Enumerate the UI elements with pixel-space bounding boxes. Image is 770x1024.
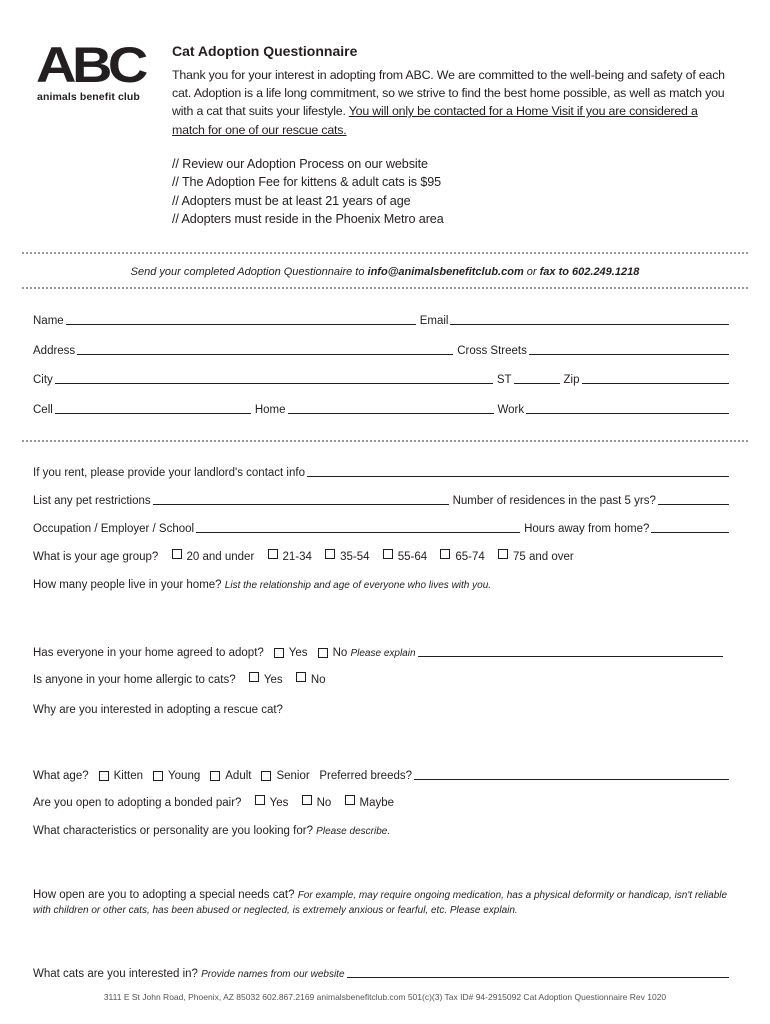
logo-subtitle: animals benefit club xyxy=(37,91,140,103)
age-group-row: What is your age group? 20 and under 21-34 35-54 55-64 65-74 75 and over xyxy=(33,551,574,563)
footer: 3111 E St John Road, Phoenix, AZ 85032 602.867.2169 animalsbenefitclub.com 501(c)(3) Tax ID# 94-2915092 Cat Adoption Questionnaire Rev 1020 xyxy=(103,992,667,1002)
checkbox[interactable] xyxy=(153,771,163,781)
agreed-row: Has everyone in your home agreed to adopt? Yes No Please explain xyxy=(33,644,727,659)
checkbox[interactable] xyxy=(296,672,306,682)
landlord-row: If you rent, please provide your landlord's contact info xyxy=(33,464,733,479)
checkbox[interactable] xyxy=(210,771,220,781)
landlord-field[interactable] xyxy=(307,464,729,477)
special-needs-question: How open are you to adopting a special needs cat? For example, may require ongoing medication, has a physical deformity or handicap, isn't reliable with children or other cats, has been abused or neglected, is extremely anxious or fearful, etc. Please explain. xyxy=(33,889,728,916)
send-email: info@animalsbenefitclub.com xyxy=(367,266,524,278)
logo: ABC xyxy=(36,37,144,93)
zip-field[interactable] xyxy=(582,371,730,384)
residences-field[interactable] xyxy=(658,492,729,505)
list-item: // Review our Adoption Process on our website xyxy=(172,157,428,171)
checkbox[interactable] xyxy=(255,795,265,805)
breeds-field[interactable] xyxy=(414,767,729,780)
work-phone-field[interactable] xyxy=(526,401,729,414)
address-field[interactable] xyxy=(77,342,453,355)
divider xyxy=(22,287,748,289)
restrictions-field[interactable] xyxy=(153,492,449,505)
divider xyxy=(22,252,748,254)
intro-underlined: You will only be contacted for a Home Visit if you are considered a match for one of our rescue cats. xyxy=(172,104,698,137)
bonded-row: Are you open to adopting a bonded pair? Yes No Maybe xyxy=(33,797,395,809)
checkbox[interactable] xyxy=(249,672,259,682)
home-phone-field[interactable] xyxy=(288,401,494,414)
characteristics-question: What characteristics or personality are you looking for? Please describe. xyxy=(33,825,391,837)
phone-row: Cell Home Work xyxy=(33,401,733,416)
checkbox[interactable] xyxy=(99,771,109,781)
email-field[interactable] xyxy=(450,312,729,325)
hours-field[interactable] xyxy=(651,520,729,533)
page-title: Cat Adoption Questionnaire xyxy=(172,43,358,59)
checkbox[interactable] xyxy=(274,648,284,658)
cell-field[interactable] xyxy=(55,401,251,414)
state-field[interactable] xyxy=(514,371,560,384)
city-row: City ST Zip xyxy=(33,371,733,386)
occupation-row: Occupation / Employer / School Hours away from home? xyxy=(33,520,733,535)
restrictions-row: List any pet restrictions Number of residences in the past 5 yrs? xyxy=(33,492,733,507)
send-instructions: Send your completed Adoption Questionnaire to info@animalsbenefitclub.com or fax to 602.249.1218 xyxy=(130,266,640,278)
intro-paragraph: Thank you for your interest in adopting from ABC. We are committed to the well-being and safety of each cat. Adoption is a life long commitment, so we strive to find the best home possible, as well as match you with a cat that suits your lifestyle. You will only be contacted for a Home Visit if you are considered a match for one of our rescue cats. xyxy=(172,68,725,137)
list-item: // Adopters must be at least 21 years of age xyxy=(172,193,411,208)
address-row: Address Cross Streets xyxy=(33,342,733,357)
what-age-row: What age? Kitten Young Adult Senior Preferred breeds? xyxy=(33,767,733,782)
checkbox[interactable] xyxy=(261,771,271,781)
list-item: // The Adoption Fee for kittens & adult cats is $95 xyxy=(172,175,442,190)
people-question: How many people live in your home? List the relationship and age of everyone who lives with you. xyxy=(33,579,492,591)
checkbox[interactable] xyxy=(325,549,335,559)
requirements-list xyxy=(172,155,444,228)
checkbox[interactable] xyxy=(172,549,182,559)
checkbox[interactable] xyxy=(498,549,508,559)
which-cats-field[interactable] xyxy=(347,965,729,978)
list-item: // Adopters must reside in the Phoenix Metro area xyxy=(172,211,444,226)
send-fax: fax to 602.249.1218 xyxy=(539,266,640,278)
which-cats-row: What cats are you interested in? Provide names from our website xyxy=(33,965,733,980)
checkbox[interactable] xyxy=(383,549,393,559)
name-email-row: Name Email xyxy=(33,312,733,327)
cross-streets-field[interactable] xyxy=(529,342,729,355)
checkbox[interactable] xyxy=(302,795,312,805)
name-field[interactable] xyxy=(66,312,416,325)
occupation-field[interactable] xyxy=(196,520,520,533)
checkbox[interactable] xyxy=(268,549,278,559)
why-question: Why are you interested in adopting a rescue cat? xyxy=(33,704,283,716)
checkbox[interactable] xyxy=(345,795,355,805)
checkbox[interactable] xyxy=(440,549,450,559)
explain-field[interactable] xyxy=(418,644,723,657)
allergic-row: Is anyone in your home allergic to cats? Yes No xyxy=(33,674,326,686)
divider xyxy=(22,440,748,442)
city-field[interactable] xyxy=(55,371,493,384)
checkbox[interactable] xyxy=(318,648,328,658)
